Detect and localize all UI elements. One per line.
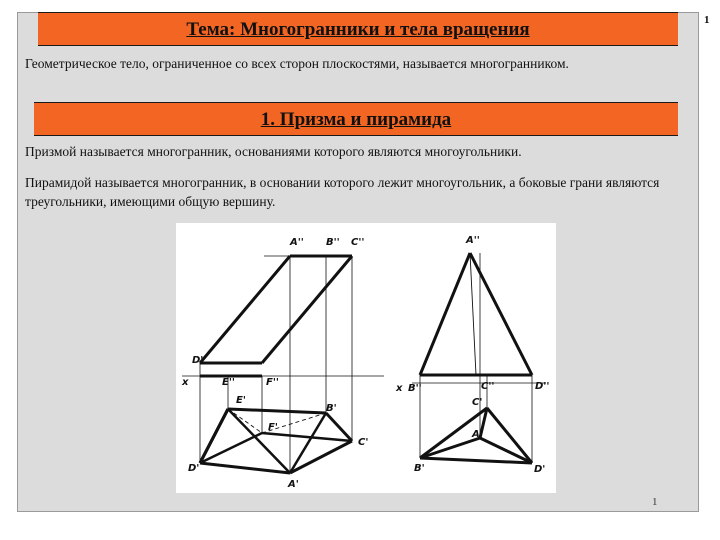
label-pyr-B1: B' [414,463,425,474]
label-B1: B' [326,403,337,414]
label-pyr-A1: A' [472,429,483,440]
label-F1: F' [268,422,278,433]
label-x-prism: x [182,377,189,388]
label-F2: F'' [266,377,279,388]
label-pyr-C1: C' [472,397,483,408]
section-title: 1. Призма и пирамида [260,109,452,130]
label-D1: D' [188,463,200,474]
label-pyr-A2: A'' [466,235,480,246]
label-A1: A' [288,479,299,490]
label-pyr-D1: D' [534,464,546,475]
prism-top-view [200,409,352,473]
prism-drawing [182,256,384,473]
title-bar [38,12,678,46]
label-C1: C' [358,437,369,448]
paragraph-prism: Призмой называется многогранник, основаниями которого являются многоугольники. [25,144,522,159]
pyramid-labels [395,235,549,475]
section-bar [34,102,678,136]
pyramid-front-view [420,253,532,375]
label-pyr-C2: C'' [481,381,495,392]
paragraph-polyhedron: Геометрическое тело, ограниченное со всех сторон плоскостями, называется многогранником. [25,56,569,71]
label-A2: A'' [290,237,304,248]
label-pyr-D2: D'' [535,381,550,392]
projection-drawing [176,223,556,493]
slide-title: Тема: Многогранники и тела вращения [186,19,530,40]
prism-front-view [200,256,352,376]
label-C2: C'' [351,237,365,248]
label-pyr-B2: B'' [408,383,422,394]
corner-number: 1 [704,14,710,26]
label-x-pyramid: x [396,383,403,394]
label-B2: B'' [326,237,340,248]
label-E2: E'' [222,377,235,388]
label-E1: E' [236,395,246,406]
projection-figure [176,223,556,493]
label-D2: D'' [192,355,207,366]
page-number: 1 [652,496,658,508]
paragraph-pyramid: Пирамидой называется многогранник, в основании которого лежит многоугольник, а боковые грани являются треугольники, имеющими общую вершину. [25,175,660,209]
